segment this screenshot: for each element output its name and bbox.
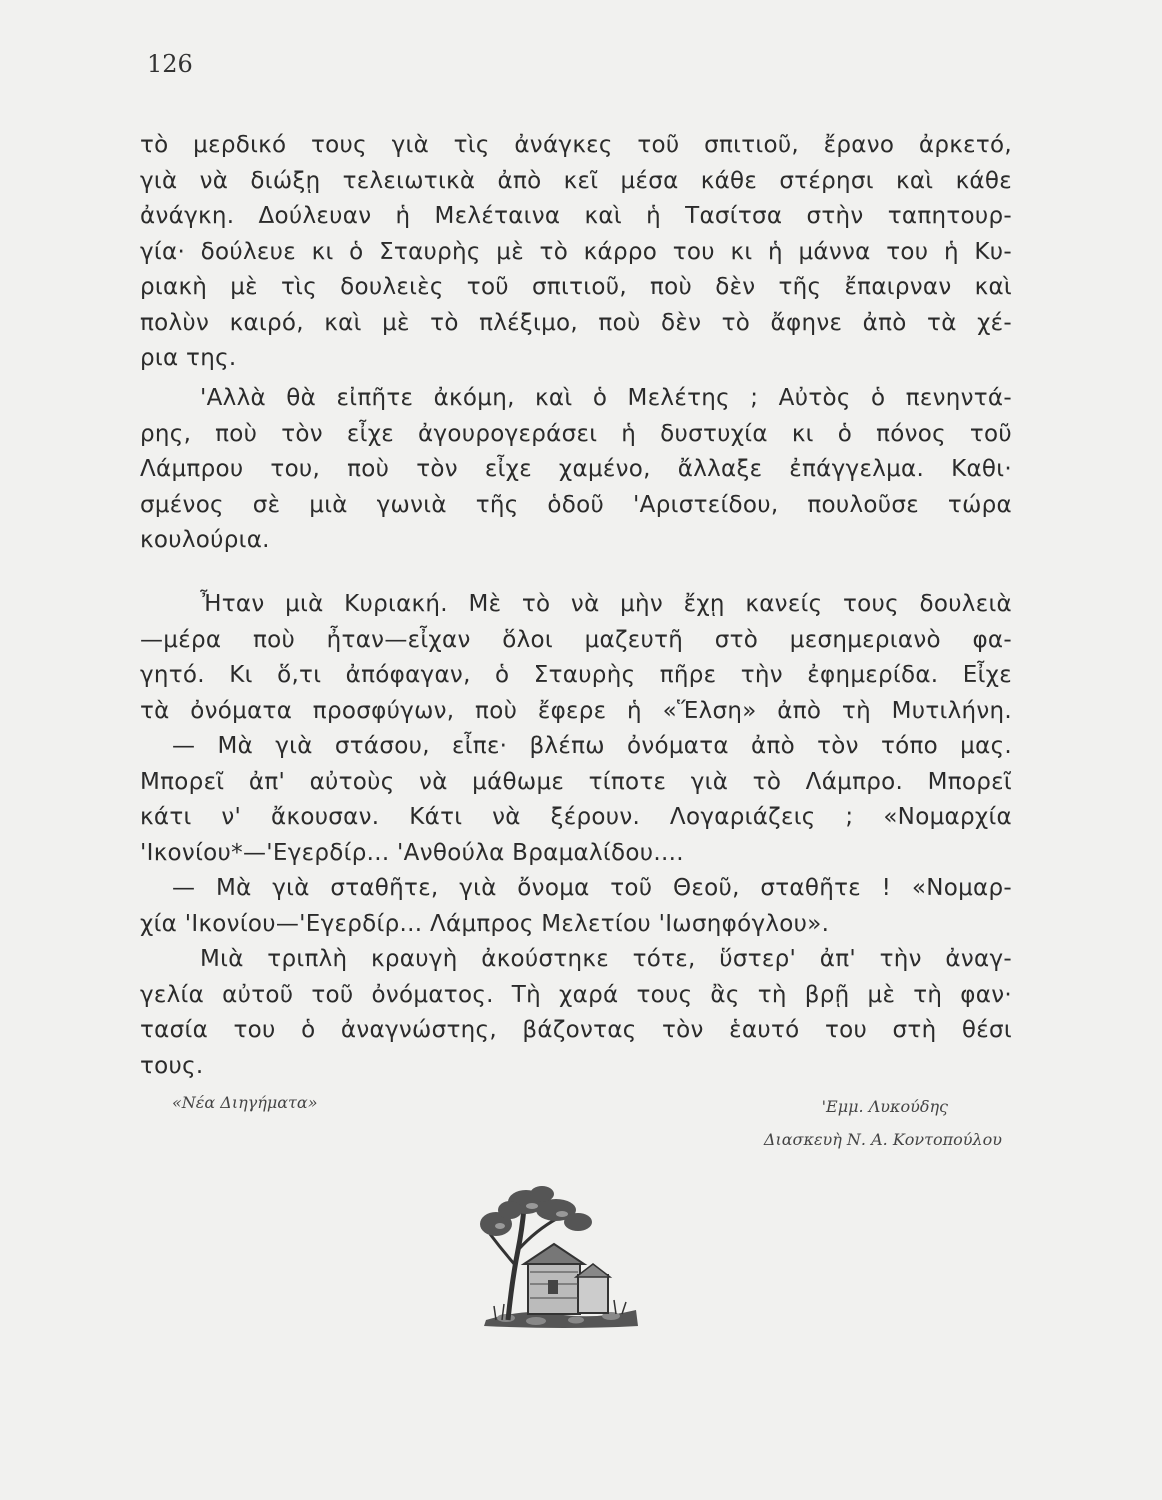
text-line: —μέρα ποὺ ἦταν—εἶχαν ὅλοι μαζευτῆ στὸ μεσημεριανὸ φα- [140, 626, 1012, 653]
text-line: γία· δούλευε κι ὁ Σταυρὴς μὲ τὸ κάρρο του κι ἡ μάννα του ἡ Κυ- [140, 238, 1012, 265]
text-line: τασία του ὁ ἀναγνώστης, βάζοντας τὸν ἑαυτό του στὴ θέσι [140, 1017, 1012, 1043]
text-line: τὸ μερδικό τους γιὰ τὶς ἀνάγκες τοῦ σπιτιοῦ, ἔρανο ἀρκετό, [140, 132, 1012, 158]
text-line: κουλούρια. [140, 527, 270, 553]
text-line: — Μὰ γιὰ σταθῆτε, γιὰ ὄνομα τοῦ Θεοῦ, σταθῆτε ! «Νομαρ- [172, 875, 1012, 901]
text-line: ριακὴ μὲ τὶς δουλειὲς τοῦ σπιτιοῦ, ποὺ δὲν τῆς ἔπαιρναν καὶ [140, 274, 1012, 300]
paragraph-1 [140, 128, 1012, 377]
text-line: 'Αλλὰ θὰ εἰπῆτε ἀκόμη, καὶ ὁ Μελέτης ; Αὐτὸς ὁ πενηντά- [200, 385, 1012, 411]
text-line: πολὺν καιρό, καὶ μὲ τὸ πλέξιμο, ποὺ δὲν τὸ ἄφηνε ἀπὸ τὰ χέ- [140, 309, 1012, 336]
text-line: — Μὰ γιὰ στάσου, εἶπε· βλέπω ὀνόματα ἀπὸ τὸν τόπο μας. [172, 733, 1012, 759]
paragraph-2 [140, 381, 1012, 559]
text-line: Λάμπρου του, ποὺ τὸν εἶχε χαμένο, ἄλλαξε ἐπάγγελμα. Καθι· [140, 456, 1012, 482]
adaptation-credit: Διασκευὴ Ν. Α. Κοντοπούλου [763, 1130, 1002, 1149]
text-line: τους. [140, 1052, 204, 1079]
text-line: ρια της. [140, 345, 237, 371]
text-line: ἀνάγκη. Δούλευαν ἡ Μελέταινα καὶ ἡ Τασίτσα στὴν ταπητουρ- [140, 203, 1012, 229]
tree-and-house-vignette-icon [466, 1180, 646, 1330]
paragraph-3 [140, 587, 1012, 1084]
text-line: σμένος σὲ μιὰ γωνιὰ τῆς ὁδοῦ 'Αριστείδου, πουλοῦσε τώρα [140, 491, 1012, 518]
page-number: 126 [147, 50, 193, 78]
author-name: 'Εμμ. Λυκούδης [821, 1097, 948, 1116]
text-line: ρης, ποὺ τὸν εἶχε ἀγουρογεράσει ἡ δυστυχία κι ὁ πόνος τοῦ [140, 420, 1012, 447]
text-line: γητό. Κι ὅ,τι ἀπόφαγαν, ὁ Σταυρὴς πῆρε τὴν ἐφημερίδα. Εἶχε [140, 662, 1012, 688]
text-line: 'Ικονίου*—'Εγερδίρ... 'Ανθούλα Βραμαλίδου.... [140, 839, 684, 866]
text-line: χία 'Ικονίου—'Εγερδίρ... Λάμπρος Μελετίου 'Ιωσηφόγλου». [140, 910, 830, 937]
text-line: γιὰ νὰ διώξῃ τελειωτικὰ ἀπὸ κεῖ μέσα κάθε στέρησι καὶ κάθε [140, 167, 1012, 194]
text-line: τὰ ὀνόματα προσφύγων, ποὺ ἔφερε ἡ «Ἕλση» ἀπὸ τὴ Μυτιλήνη. [140, 697, 1012, 724]
text-line: Μπορεῖ ἀπ' αὐτοὺς νὰ μάθωμε τίποτε γιὰ τὸ Λάμπρο. Μπορεῖ [140, 768, 1012, 795]
text-line: γελία αὐτοῦ τοῦ ὀνόματος. Τὴ χαρά τους ἂς τὴ βρῇ μὲ τὴ φαν· [140, 981, 1012, 1008]
source-title: «Νέα Διηγήματα» [172, 1093, 318, 1112]
text-line: Μιὰ τριπλὴ κραυγὴ ἀκούστηκε τότε, ὕστερ' ἀπ' τὴν ἀναγ- [200, 946, 1012, 972]
text-line: Ἦταν μιὰ Κυριακή. Μὲ τὸ νὰ μὴν ἔχῃ κανείς τους δουλειὰ [200, 591, 1012, 617]
text-line: κάτι ν' ἄκουσαν. Κάτι νὰ ξέρουν. Λογαριάζεις ; «Νομαρχία [140, 804, 1012, 830]
